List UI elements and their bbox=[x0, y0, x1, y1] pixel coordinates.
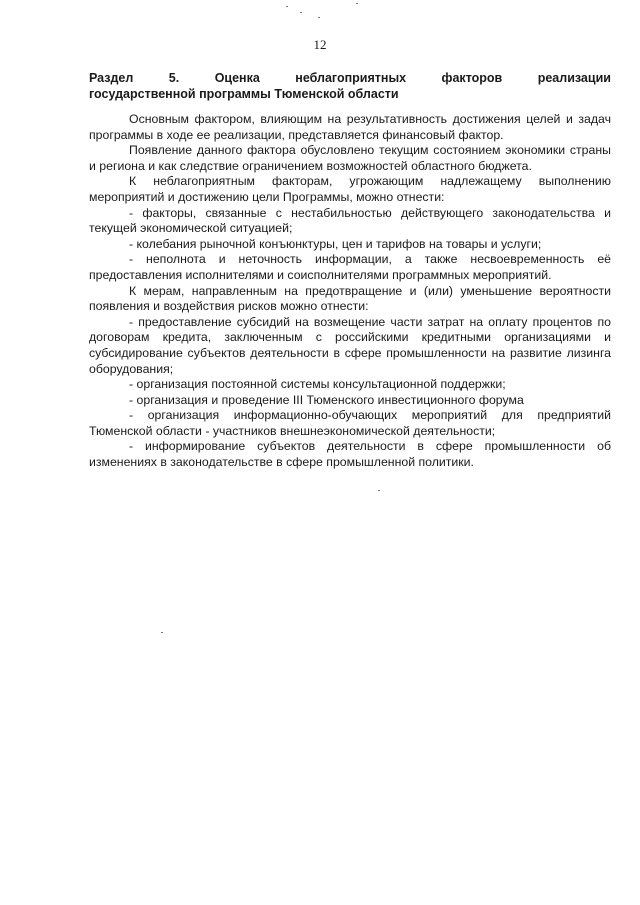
list-item: - неполнота и неточность информации, а также несвоевременность её предоставления исполнителями и соисполнителями программных мероприятий. bbox=[89, 252, 611, 282]
scan-artifact bbox=[161, 632, 163, 633]
list-item: - организация и проведение III Тюменского инвестиционного форума bbox=[129, 392, 524, 407]
paragraph: К неблагоприятным факторам, угрожающим надлежащему выполнению мероприятий и достижению цели Программы, можно отнести: bbox=[89, 174, 611, 204]
paragraph: К мерам, направленным на предотвращение и (или) уменьшение вероятности появления и воздействия рисков можно отнести: bbox=[89, 283, 611, 314]
scan-artifact bbox=[300, 12, 302, 13]
section-title bbox=[89, 70, 611, 102]
list-item: - организация информационно-обучающих мероприятий для предприятий Тюменской области - участников внешнеэкономической деятельности; bbox=[89, 408, 611, 438]
paragraph: Появление данного фактора обусловлено текущим состоянием экономики страны и региона и как следствие ограничением возможностей областного бюджета. bbox=[89, 143, 611, 173]
scan-artifact bbox=[318, 17, 320, 18]
list-item: - информирование субъектов деятельности в сфере промышленности об изменениях в законодательстве в сфере промышленной политики. bbox=[89, 439, 611, 470]
list-item: - предоставление субсидий на возмещение части затрат на оплату процентов по договорам кредита, заключенным с российскими кредитными организациями и субсидирование субъектов деятельности в сфере промышленности на развитие лизинга оборудования; bbox=[89, 314, 611, 376]
list-item: - колебания рыночной конъюнктуры, цен и тарифов на товары и услуги; bbox=[129, 236, 542, 251]
scan-artifact bbox=[378, 490, 380, 491]
body-text bbox=[89, 112, 611, 471]
list-item: - организация постоянной системы консультационной поддержки; bbox=[129, 377, 506, 392]
list-item: - факторы, связанные с нестабильностью действующего законодательства и текущей экономической ситуацией; bbox=[89, 205, 611, 236]
paragraph: Основным фактором, влияющим на результативность достижения целей и задач программы в ходе ее реализации, представляется финансовый фактор. bbox=[89, 112, 611, 142]
title-word: неблагоприятных bbox=[295, 71, 407, 85]
section-title-line-2: государственной программы Тюменской области bbox=[89, 87, 399, 101]
scan-artifact bbox=[286, 6, 288, 7]
page-number: 12 bbox=[313, 37, 327, 52]
title-word: Раздел bbox=[89, 71, 134, 85]
title-word: факторов bbox=[441, 71, 503, 85]
title-word: 5. bbox=[168, 71, 180, 85]
section-title-line-1 bbox=[89, 70, 611, 86]
scan-artifact bbox=[356, 3, 358, 4]
title-word: реализации bbox=[537, 71, 611, 85]
title-word: Оценка bbox=[214, 71, 260, 85]
